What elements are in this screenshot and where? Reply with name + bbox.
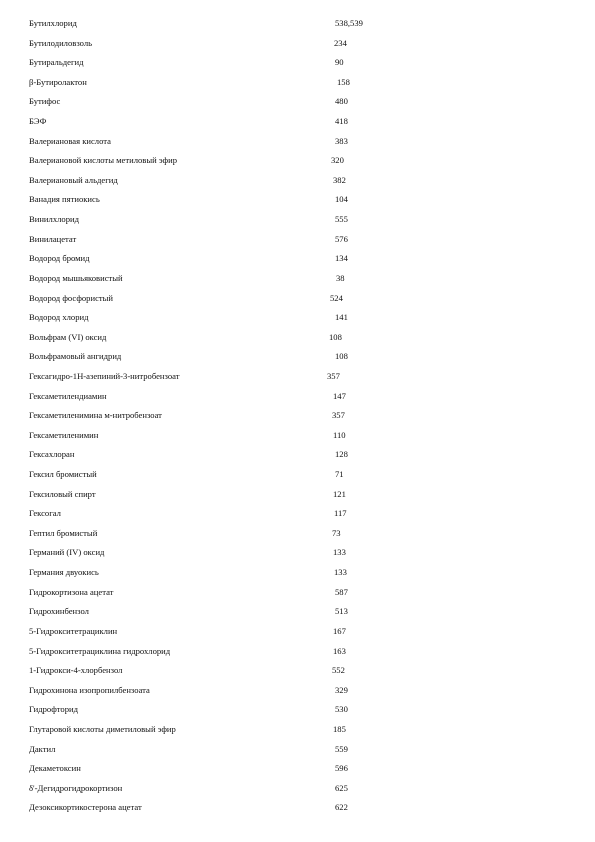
index-entry	[0, 151, 595, 171]
index-page-number: 38	[336, 272, 345, 283]
index-term: Гидрохинбензол	[29, 606, 89, 617]
index-page-number: 596	[335, 763, 348, 774]
index-term: Гексаметиленимина м-нитробензоат	[29, 410, 162, 421]
index-page-number: 185	[333, 723, 346, 734]
index-term: Водород бромид	[29, 253, 90, 264]
index-entry	[0, 661, 595, 681]
index-entry	[0, 190, 595, 210]
index-term: Гептил бромистый	[29, 527, 98, 538]
index-term: Винилхлорид	[29, 214, 79, 225]
index-entry	[0, 504, 595, 524]
index-entry	[0, 602, 595, 622]
index-page-number: 108	[329, 331, 342, 342]
index-page-number: 559	[335, 743, 348, 754]
index-term: Декаметоксин	[29, 763, 81, 774]
index-entry	[0, 289, 595, 309]
index-page-number: 625	[335, 782, 348, 793]
index-term: Ванадия пятиокись	[29, 194, 100, 205]
index-entry	[0, 328, 595, 348]
index-entry	[0, 700, 595, 720]
index-term: δ'-Дегидрогидрокортизон	[29, 782, 123, 793]
index-page-number: 121	[333, 488, 346, 499]
index-page-number: 73	[332, 527, 341, 538]
index-entry	[0, 53, 595, 73]
index-page-number: 357	[332, 410, 345, 421]
index-term: Водород фосфористый	[29, 292, 114, 303]
index-page-number: 552	[332, 665, 345, 676]
index-entry	[0, 347, 595, 367]
index-entry	[0, 210, 595, 230]
index-term: β-Бутиролактон	[29, 76, 87, 87]
index-term: Гексогал	[29, 508, 61, 519]
index-page-number: 163	[333, 645, 346, 656]
index-entry	[0, 583, 595, 603]
index-entry	[0, 406, 595, 426]
index-term: Вольфрам (VI) оксид	[29, 331, 107, 342]
index-term: Гексахлоран	[29, 449, 75, 460]
index-page-number: 357	[327, 370, 340, 381]
alphabetical-index-page	[0, 14, 595, 818]
index-page-number: 158	[337, 76, 350, 87]
index-entry	[0, 367, 595, 387]
index-page-number: 524	[330, 292, 343, 303]
index-page-number: 117	[334, 508, 347, 519]
index-entry	[0, 740, 595, 760]
index-term: Валериановая кислота	[29, 135, 111, 146]
index-term: Бутифос	[29, 96, 61, 107]
index-page-number: 167	[333, 625, 346, 636]
index-page-number: 480	[335, 96, 348, 107]
index-term: Глутаровой кислоты диметиловый эфир	[29, 723, 176, 734]
index-term: Гидрокортизона ацетат	[29, 586, 114, 597]
index-entry	[0, 426, 595, 446]
index-page-number: 133	[333, 547, 346, 558]
index-page-number: 382	[333, 174, 346, 185]
index-term: Бутилодиловзоль	[29, 37, 93, 48]
index-page-number: 133	[334, 567, 347, 578]
index-term: Гексил бромистый	[29, 469, 97, 480]
index-entry	[0, 269, 595, 289]
index-entry	[0, 387, 595, 407]
index-page-number: 134	[335, 253, 348, 264]
index-entry	[0, 779, 595, 799]
index-entry	[0, 308, 595, 328]
index-entry	[0, 73, 595, 93]
index-page-number: 418	[335, 116, 348, 127]
index-term: Гидрофторид	[29, 704, 78, 715]
index-entry	[0, 720, 595, 740]
index-term: Гексаметиленимин	[29, 429, 99, 440]
index-term: Гидрохинона изопропилбензоата	[29, 684, 150, 695]
index-entry	[0, 622, 595, 642]
index-page-number: 147	[333, 390, 346, 401]
index-page-number: 234	[334, 37, 347, 48]
index-page-number: 108	[335, 351, 348, 362]
index-entry	[0, 543, 595, 563]
index-page-number: 530	[335, 704, 348, 715]
index-term: Гексиловый спирт	[29, 488, 96, 499]
index-page-number: 538,539	[335, 18, 363, 28]
index-term: Бутилхлорид	[29, 18, 77, 28]
index-term: Валериановой кислоты метиловый эфир	[29, 155, 177, 166]
index-entry	[0, 759, 595, 779]
index-entry	[0, 14, 595, 34]
index-page-number: 320	[331, 155, 344, 166]
index-page-number: 71	[335, 469, 344, 480]
index-page-number: 513	[335, 606, 348, 617]
index-entry	[0, 34, 595, 54]
index-entry	[0, 485, 595, 505]
index-term: Германия двуокись	[29, 567, 99, 578]
index-term: Водород мышьяковистый	[29, 272, 123, 283]
index-entry	[0, 681, 595, 701]
index-term: 5-Гидрокситетрациклин	[29, 625, 118, 636]
index-term: Валериановый альдегид	[29, 174, 118, 185]
index-entry	[0, 132, 595, 152]
index-page-number: 141	[335, 312, 348, 323]
index-entry	[0, 465, 595, 485]
index-term: Гексагидро-1Н-азепиний-3-нитробензоат	[29, 370, 180, 381]
index-page-number: 128	[335, 449, 348, 460]
index-term: БЭФ	[29, 116, 47, 127]
index-term: Винилацетат	[29, 233, 77, 244]
index-entry	[0, 642, 595, 662]
index-term: Дезоксикортикостерона ацетат	[29, 802, 142, 813]
index-page-number: 622	[335, 802, 348, 813]
index-entry	[0, 798, 595, 818]
index-page-number: 576	[335, 233, 348, 244]
index-term: Гексаметилендиамин	[29, 390, 107, 401]
index-entry	[0, 171, 595, 191]
index-term: Вольфрамовый ангидрид	[29, 351, 122, 362]
index-page-number: 383	[335, 135, 348, 146]
index-term: 1-Гидрокси-4-хлорбензол	[29, 665, 123, 676]
index-page-number: 587	[335, 586, 348, 597]
index-page-number: 104	[335, 194, 348, 205]
index-entry	[0, 230, 595, 250]
index-page-number: 555	[335, 214, 348, 225]
index-entry	[0, 92, 595, 112]
index-entry	[0, 524, 595, 544]
index-term: Водород хлорид	[29, 312, 89, 323]
index-page-number: 110	[333, 429, 346, 440]
index-entry	[0, 563, 595, 583]
index-entry	[0, 112, 595, 132]
index-term: Дактил	[29, 743, 56, 754]
index-entry	[0, 445, 595, 465]
index-term: 5-Гидрокситетрациклина гидрохлорид	[29, 645, 171, 656]
index-entry	[0, 249, 595, 269]
index-term: Германий (IV) оксид	[29, 547, 105, 558]
index-term: Бутиральдегид	[29, 57, 84, 68]
index-page-number: 329	[335, 684, 348, 695]
index-page-number: 90	[335, 57, 344, 68]
